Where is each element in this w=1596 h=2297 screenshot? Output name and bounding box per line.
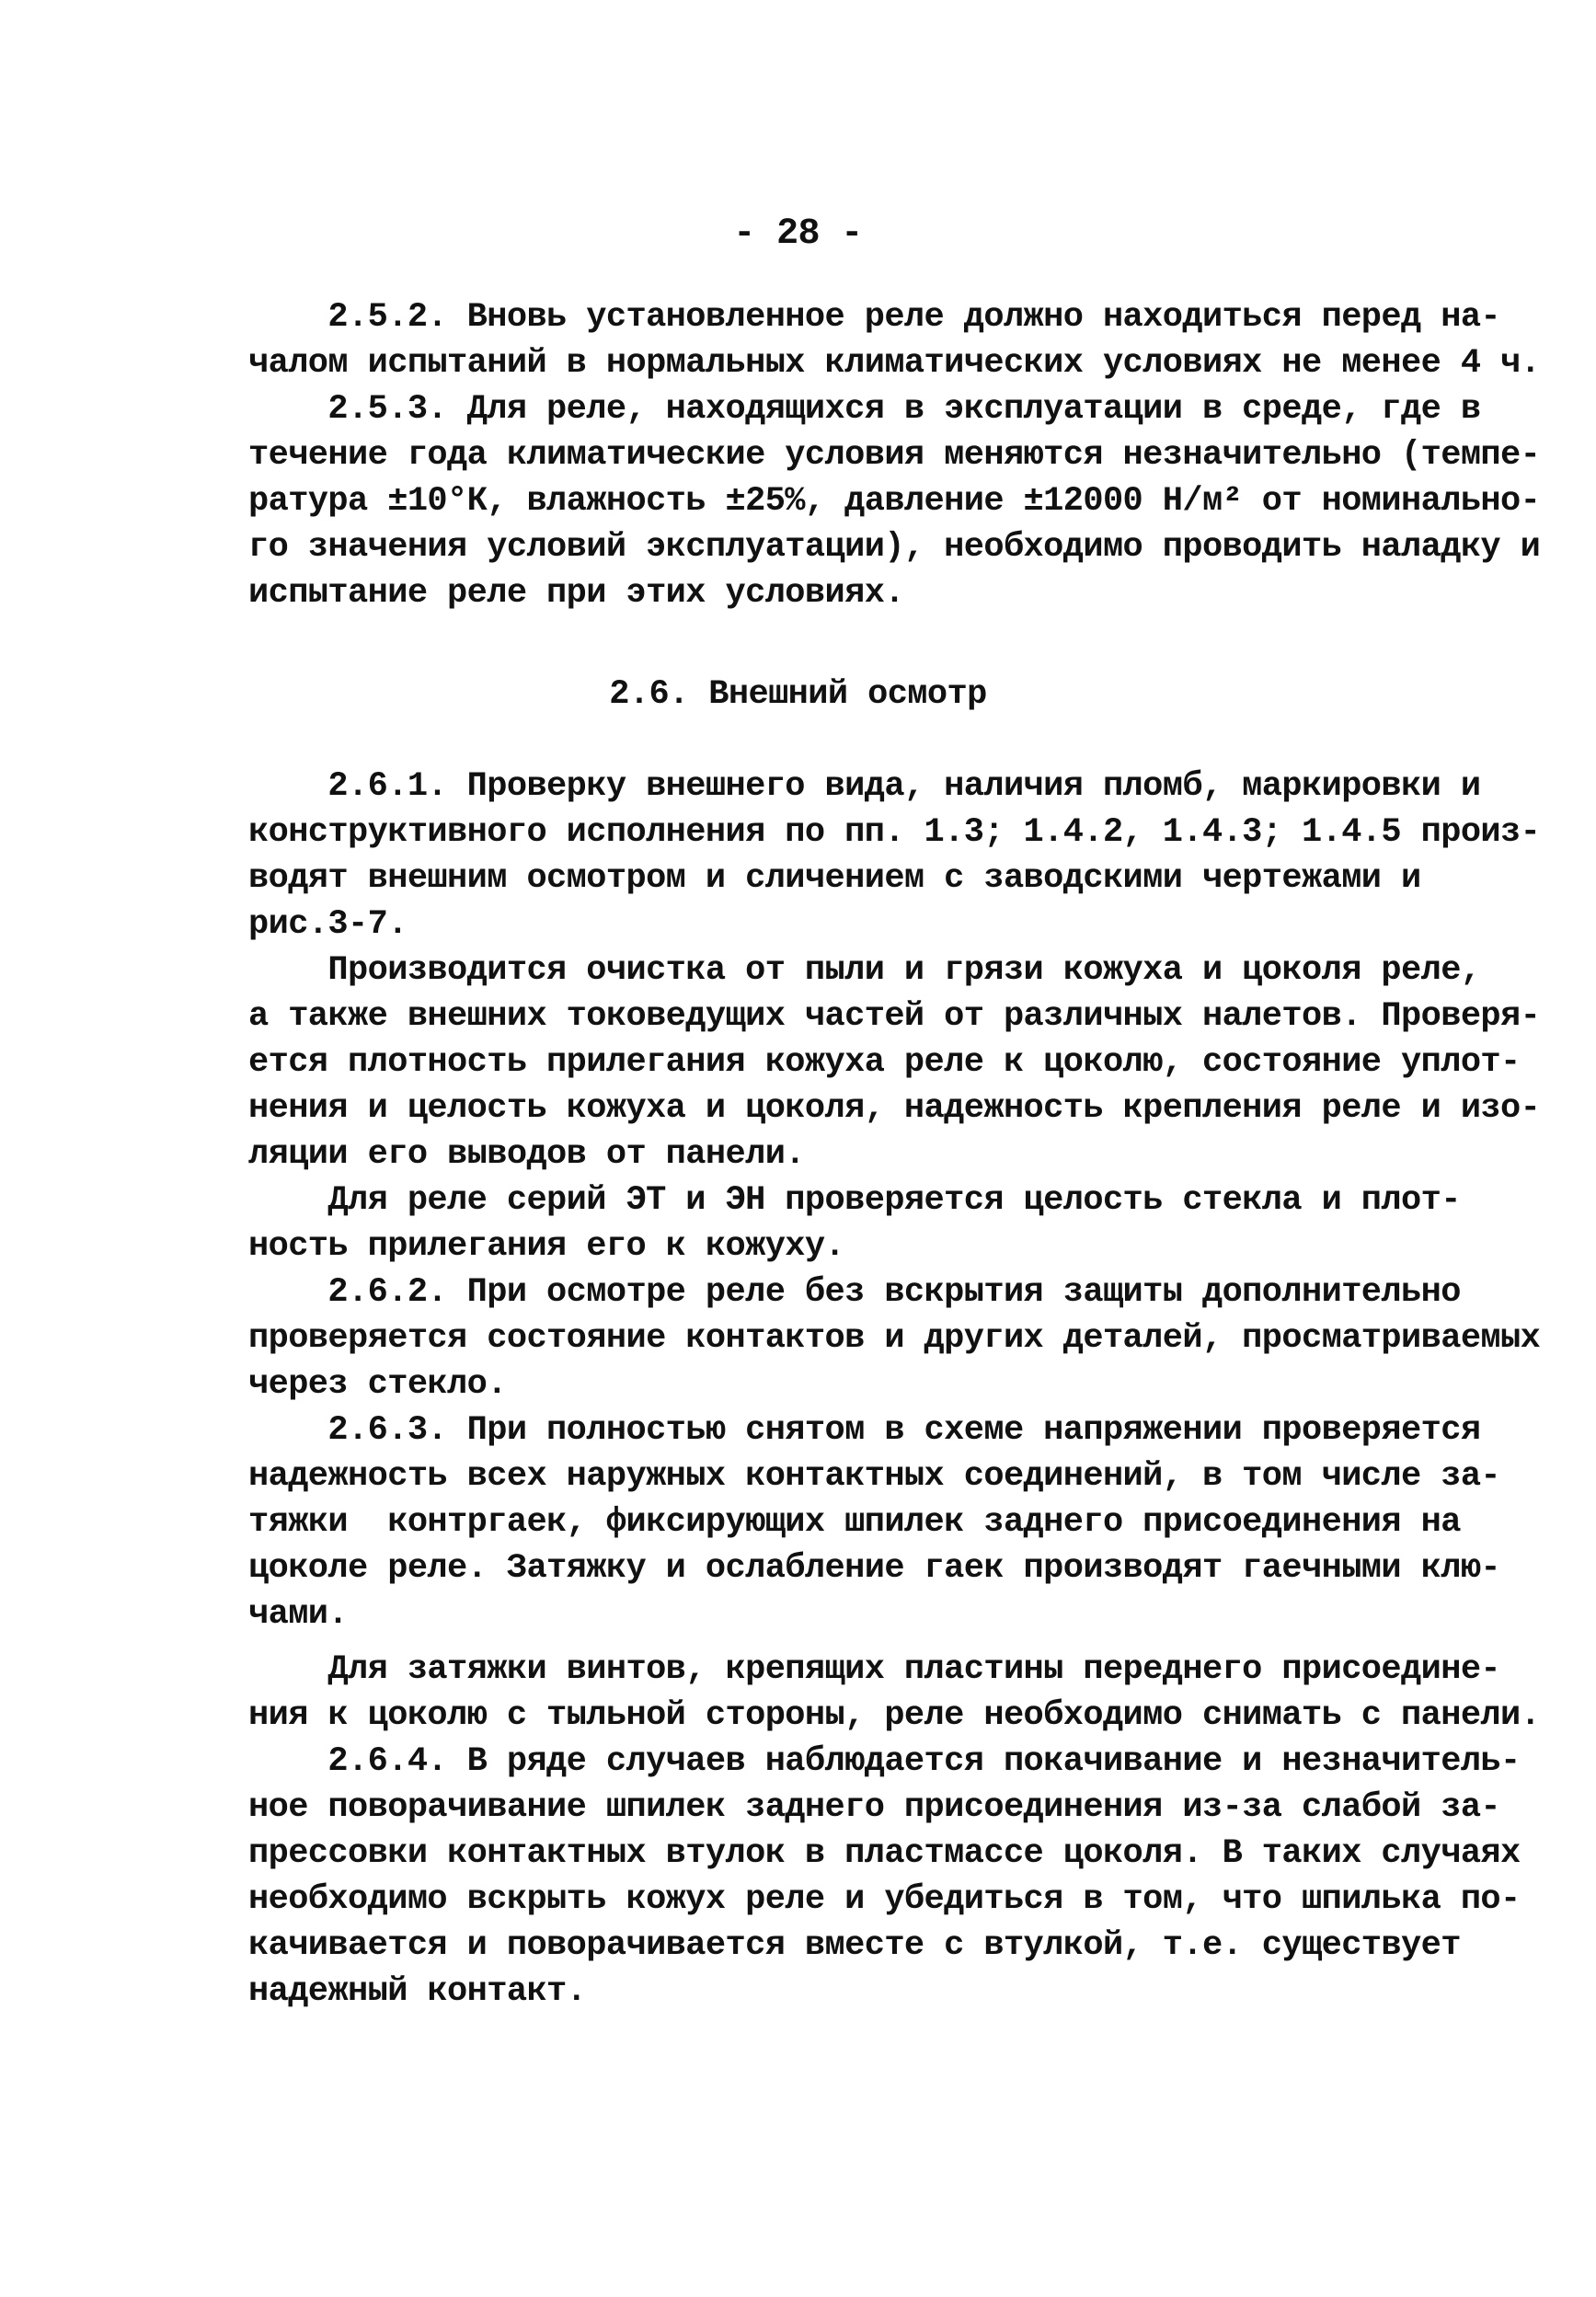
- text-line: чами.: [248, 1595, 349, 1634]
- text-line: ния к цоколю с тыльной стороны, реле необходимо снимать с панели.: [248, 1696, 1541, 1735]
- text-line: тяжки контргаек, фиксирующих шпилек заднего присоединения на: [248, 1503, 1461, 1542]
- text-line: нения и целость кожуха и цоколя, надежность крепления реле и изо-: [248, 1089, 1541, 1128]
- text-line: 2.5.3. Для реле, находящихся в эксплуатации в среде, где в: [248, 390, 1481, 429]
- text-line: цоколе реле. Затяжку и ослабление гаек производят гаечными клю-: [248, 1549, 1501, 1588]
- text-line: ратура ±10°К, влажность ±25%, давление ±12000 Н/м² от номинально-: [248, 482, 1541, 521]
- text-line: испытание реле при этих условиях.: [248, 574, 904, 613]
- text-line: качивается и поворачивается вместе с втулкой, т.е. существует: [248, 1926, 1461, 1965]
- text-line: ляции его выводов от панели.: [248, 1135, 805, 1174]
- text-line: чалом испытаний в нормальных климатических условиях не менее 4 ч.: [248, 344, 1541, 383]
- text-line: надежный контакт.: [248, 1972, 587, 2011]
- text-line: Для затяжки винтов, крепящих пластины переднего присоедине-: [248, 1650, 1501, 1689]
- page-number: - 28 -: [733, 213, 863, 255]
- text-line: ется плотность прилегания кожуха реле к цоколю, состояние уплот-: [248, 1043, 1521, 1082]
- text-line: через стекло.: [248, 1365, 507, 1404]
- text-line: надежность всех наружных контактных соединений, в том числе за-: [248, 1457, 1501, 1496]
- text-line: конструктивного исполнения по пп. 1.3; 1.4.2, 1.4.3; 1.4.5 произ-: [248, 813, 1541, 852]
- text-line: а также внешних токоведущих частей от различных налетов. Проверя-: [248, 997, 1541, 1036]
- text-line: ность прилегания его к кожуху.: [248, 1227, 845, 1266]
- text-line: 2.6.2. При осмотре реле без вскрытия защиты дополнительно: [248, 1273, 1461, 1312]
- text-line: прессовки контактных втулок в пластмассе цоколя. В таких случаях: [248, 1834, 1521, 1873]
- section-heading: 2.6. Внешний осмотр: [609, 675, 987, 714]
- text-line: водят внешним осмотром и сличением с заводскими чертежами и: [248, 859, 1421, 898]
- text-line: го значения условий эксплуатации), необходимо проводить наладку и: [248, 528, 1541, 567]
- text-line: ное поворачивание шпилек заднего присоединения из-за слабой за-: [248, 1788, 1501, 1827]
- text-line: 2.6.1. Проверку внешнего вида, наличия пломб, маркировки и: [248, 767, 1481, 806]
- text-line: течение года климатические условия меняются незначительно (темпе-: [248, 436, 1541, 475]
- text-line: проверяется состояние контактов и других деталей, просматриваемых: [248, 1319, 1541, 1358]
- text-line: 2.6.3. При полностью снятом в схеме напряжении проверяется: [248, 1411, 1481, 1450]
- text-line: необходимо вскрыть кожух реле и убедиться в том, что шпилька по-: [248, 1880, 1521, 1919]
- text-line: Для реле серий ЭТ и ЭН проверяется целость стекла и плот-: [248, 1181, 1461, 1220]
- text-line: 2.6.4. В ряде случаев наблюдается покачивание и незначитель-: [248, 1742, 1521, 1781]
- text-line: рис.3-7.: [248, 905, 408, 944]
- text-line: 2.5.2. Вновь установленное реле должно находиться перед на-: [248, 298, 1501, 337]
- text-line: Производится очистка от пыли и грязи кожуха и цоколя реле,: [248, 951, 1481, 990]
